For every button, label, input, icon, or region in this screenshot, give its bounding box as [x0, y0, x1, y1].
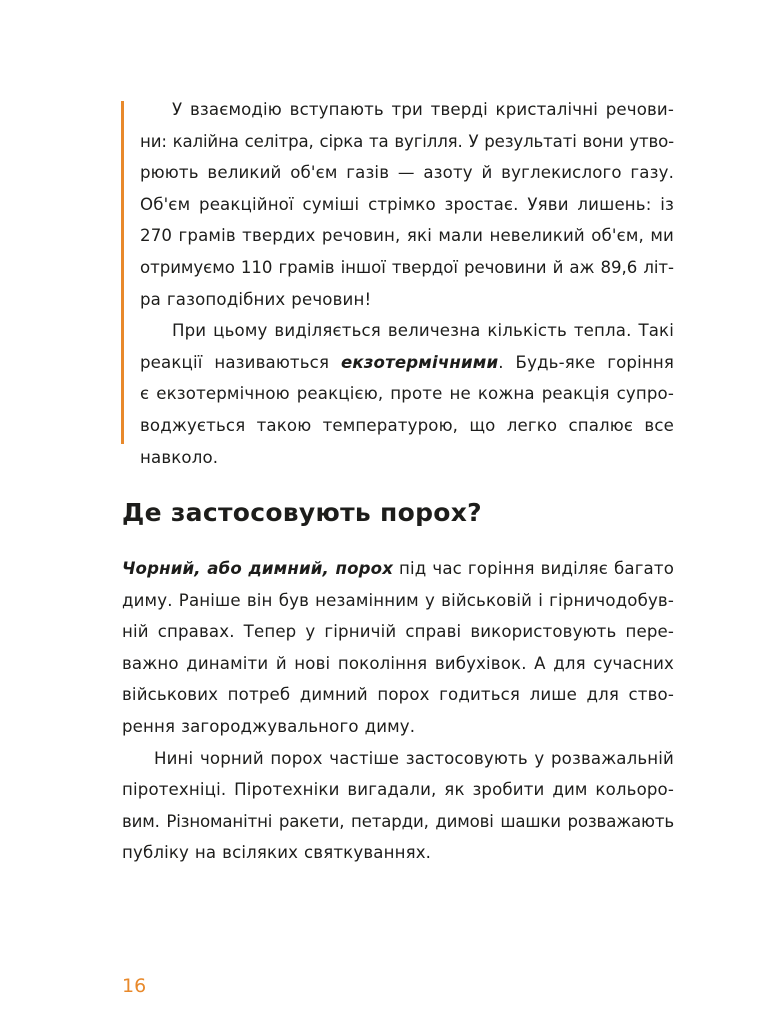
text-line: рюють великий об'єм газів — азоту й вуглекислого газу. [140, 163, 674, 183]
text-line: ній справах. Тепер у гірничій справі використовують пере- [122, 622, 674, 642]
text-line: військових потреб димний порох годиться лише для ство- [122, 685, 674, 705]
term-black-powder: Чорний, або димний, порох [122, 559, 394, 578]
section-heading: Де застосовують порох? [122, 498, 482, 527]
text-line: навколо. [140, 447, 219, 467]
text-line [140, 347, 674, 379]
text-line: воджується такою температурою, що легко спалює все [140, 415, 674, 435]
text-run: під час горіння виділяє багато [393, 559, 674, 578]
text-line: рення загороджувального диму. [122, 716, 416, 736]
text-line: При цьому виділяється величезна кількість тепла. Такі [172, 321, 674, 341]
text-run: . Будь-яке горіння [498, 352, 674, 372]
page-number: 16 [122, 975, 147, 997]
text-run: реакції називаються [140, 352, 341, 372]
paragraph-black-powder [122, 553, 674, 869]
text-line: Нині чорний порох частіше застосовують у розважальній [154, 748, 674, 768]
text-line: Об'єм реакційної суміші стрімко зростає. Уяви лишень: із [140, 194, 674, 214]
text-line: вим. Різноманітні ракети, петарди, димові шашки розважають [122, 811, 674, 831]
text-line: є екзотермічною реакцією, проте не кожна реакція супро- [140, 384, 674, 404]
text-line: У взаємодію вступають три тверді кристалічні речови- [172, 100, 674, 119]
text-line: піротехніці. Піротехніки вигадали, як зробити дим кольоро- [122, 780, 674, 800]
paragraph-reaction [140, 94, 674, 473]
term-exothermic: екзотермічними [340, 352, 499, 372]
text-line [122, 553, 674, 585]
text-line: отримуємо 110 грамів іншої твердої речовини й аж 89,6 літ- [140, 257, 674, 277]
text-line: ра газоподібних речовин! [140, 289, 372, 309]
text-line: 270 грамів твердих речовин, які мали невеликий об'єм, ми [140, 226, 674, 246]
text-line: важно динаміти й нові покоління вибухівок. А для сучасних [122, 653, 674, 673]
accent-bar [121, 101, 124, 444]
text-line: ни: калійна селітра, сірка та вугілля. У результаті вони утво- [140, 131, 674, 151]
text-line: диму. Раніше він був незамінним у військовій і гірничодобув- [122, 590, 674, 610]
text-line: публіку на всіляких святкуваннях. [122, 843, 432, 863]
